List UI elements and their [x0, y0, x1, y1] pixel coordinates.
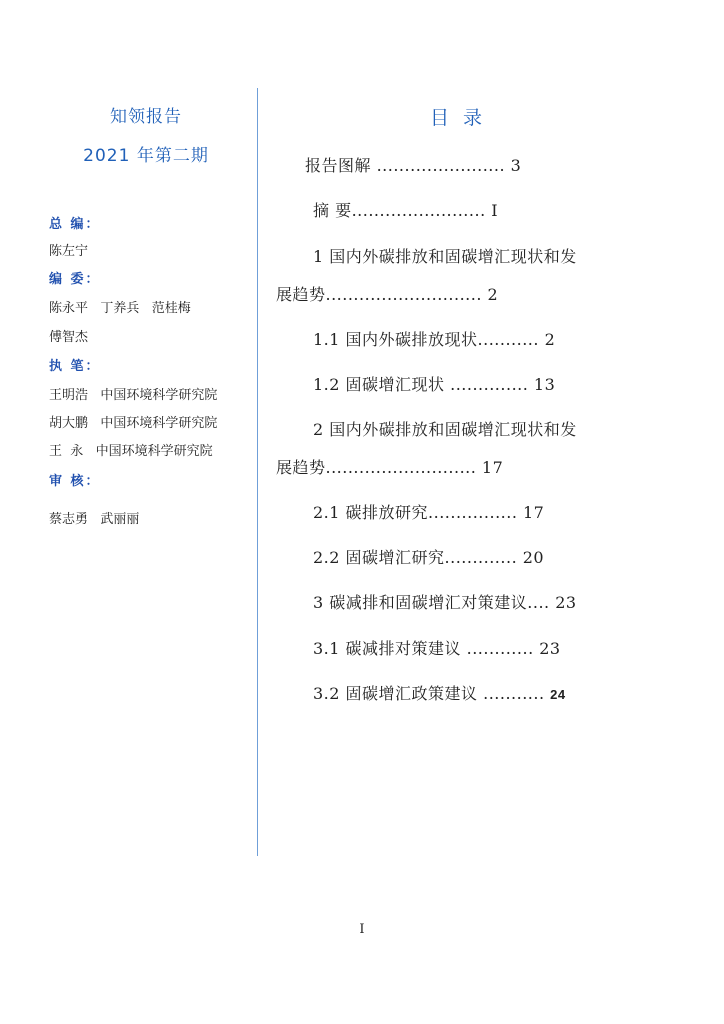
page-number: I [359, 922, 365, 937]
toc-entry-1-2[interactable]: 1.2 固碳增汇现状 .............. 13 [313, 375, 556, 394]
writer-3: 王 永 中国环境科学研究院 [49, 444, 213, 459]
toc-entry-1-1[interactable]: 1.1 国内外碳排放现状........... 2 [313, 330, 556, 349]
reviewers-names: 蔡志勇 武丽丽 [49, 512, 140, 527]
toc-entry-figures[interactable]: 报告图解 ....................... 3 [305, 156, 522, 175]
report-title: 知领报告 [110, 107, 182, 127]
toc-entry-2-line1[interactable]: 2 国内外碳排放和固碳增汇现状和发 [313, 420, 577, 439]
toc-entry-1-line1[interactable]: 1 国内外碳排放和固碳增汇现状和发 [313, 247, 577, 266]
writers-label: 执 笔： [49, 359, 101, 374]
chief-editor-label: 总 编： [49, 217, 101, 232]
reviewers-label: 审 核： [49, 474, 101, 489]
toc-entry-3-2-page: 24 [550, 687, 566, 702]
toc-entry-1-line2[interactable]: 展趋势............................ 2 [276, 285, 499, 304]
toc-entry-abstract[interactable]: 摘 要........................ I [313, 201, 499, 220]
toc-entry-2-2[interactable]: 2.2 固碳增汇研究............. 20 [313, 548, 545, 567]
issue-label: 2021 年第二期 [83, 146, 209, 166]
editorial-board-line1: 陈永平 丁养兵 范桂梅 [49, 301, 191, 316]
chief-editor-name: 陈左宁 [49, 244, 89, 259]
toc-entry-3-2[interactable] [313, 681, 566, 704]
toc-entry-3[interactable]: 3 碳减排和固碳增汇对策建议.... 23 [313, 593, 577, 612]
toc-entry-2-line2[interactable]: 展趋势........................... 17 [276, 458, 504, 477]
writer-2: 胡大鹏 中国环境科学研究院 [49, 416, 218, 431]
writer-1: 王明浩 中国环境科学研究院 [49, 388, 218, 403]
column-divider [257, 88, 258, 856]
toc-entry-3-2-text: 3.2 固碳增汇政策建议 ........... [313, 684, 545, 703]
toc-entry-3-1[interactable]: 3.1 碳减排对策建议 ............ 23 [313, 639, 561, 658]
editorial-board-label: 编 委： [49, 272, 101, 287]
toc-entry-2-1[interactable]: 2.1 碳排放研究................ 17 [313, 503, 545, 522]
toc-heading: 目 录 [429, 107, 487, 129]
editorial-board-line2: 傅智杰 [49, 330, 89, 345]
